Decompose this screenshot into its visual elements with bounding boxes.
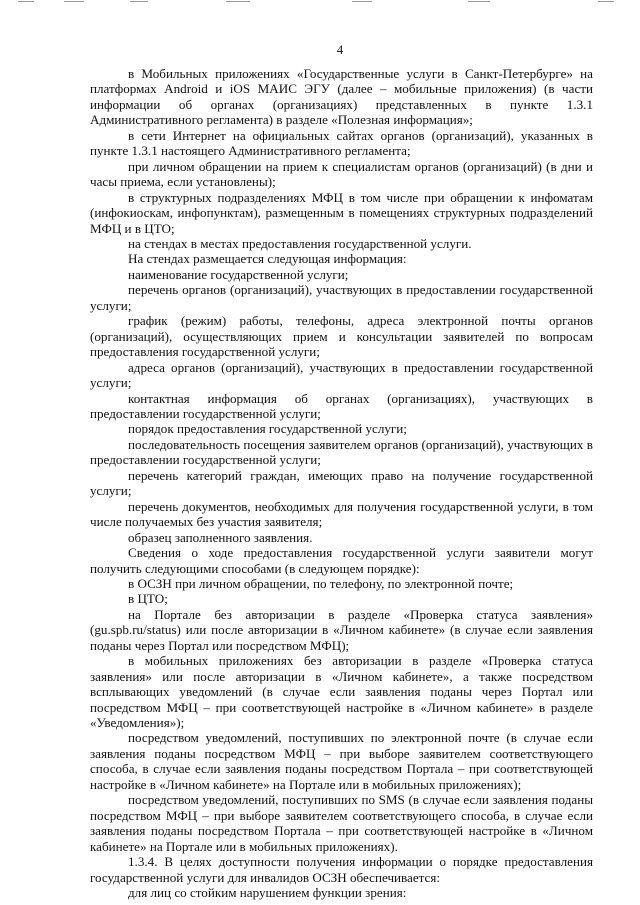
paragraph: образец заполненного заявления.	[128, 529, 313, 545]
paragraph: в структурных подразделениях МФЦ в том числе при обращении к инфоматам (инфокиоскам, инфопунктам), размещенным в помещениях структурных подразделений МФЦ и в ЦТО;	[90, 189, 593, 236]
paragraph: в сети Интернет на официальных сайтах органов (организаций), указанных в пункте 1.3.1 настоящего Административного регламента;	[90, 127, 593, 159]
paragraph: на Портале без авторизации в разделе «Проверка статуса заявления» (gu.spb.ru/status) или после авторизации в «Личном кабинете» (в случае если заявления поданы через Портал или посредством МФЦ);	[90, 606, 593, 653]
paragraph: порядок предоставления государственной услуги;	[128, 421, 407, 437]
scan-edge-marks	[0, 1, 640, 5]
paragraph: посредством уведомлений, поступивших по SMS (в случае если заявления поданы посредством МФЦ – при выборе заявителем соответствующего способа, в случае если заявления поданы посредством Портала – при соответствующей настройке в «Личном кабинете» на Портале или в мобильных приложениях).	[90, 792, 593, 854]
paragraph: адреса органов (организаций), участвующих в предоставлении государственной услуги;	[90, 359, 593, 391]
paragraph: перечень категорий граждан, имеющих право на получение государственной услуги;	[90, 467, 593, 499]
paragraph: посредством уведомлений, поступивших по электронной почте (в случае если заявления поданы посредством МФЦ – при выборе заявителем соответствующего способа, в случае если заявления поданы посредством Портала – при соответствующей настройке в «Личном кабинете» на Портале или в мобильных приложениях);	[90, 730, 593, 792]
paragraph: в мобильных приложениях без авторизации в разделе «Проверка статуса заявления» или после авторизации в «Личном кабинете», а также посредством всплывающих уведомлений (в случае если заявления поданы через Портал или посредством МФЦ – при соответствующей настройке в «Личном кабинете» в разделе «Уведомления»);	[90, 653, 593, 731]
paragraph: последовательность посещения заявителем органов (организаций), участвующих в предоставлении государственной услуги;	[90, 436, 593, 468]
paragraph: для лиц со стойким нарушением функции зрения:	[128, 885, 407, 901]
paragraph: контактная информация об органах (организациях), участвующих в предоставлении государственной услуги;	[90, 390, 593, 421]
paragraph: наименование государственной услуги;	[128, 266, 349, 282]
paragraph: график (режим) работы, телефоны, адреса электронной почты органов (организаций), осуществляющих прием и консультации заявителей по вопросам предоставления государственной услуги;	[90, 313, 593, 360]
paragraph: на стендах в местах предоставления государственной услуги.	[128, 235, 472, 251]
paragraph: На стендах размещается следующая информация:	[128, 251, 407, 267]
document-body	[90, 66, 593, 900]
paragraph: перечень органов (организаций), участвующих в предоставлении государственной услуги;	[90, 282, 593, 313]
paragraph: перечень документов, необходимых для получения государственной услуги, в том числе получаемых без участия заявителя;	[90, 498, 593, 530]
paragraph: в ЦТО;	[128, 591, 168, 607]
paragraph: в Мобильных приложениях «Государственные услуги в Санкт-Петербурге» на платформах Android и iOS МАИС ЭГУ (далее – мобильные приложения) (в части информации об органах (организациях) представленных в пункте 1.3.1 Административного регламента) в разделе «Полезная информация»;	[90, 66, 593, 128]
paragraph: в ОСЗН при личном обращении, по телефону, по электронной почте;	[128, 575, 514, 591]
paragraph: 1.3.4. В целях доступности получения информации о порядке предоставления государственной услуги для инвалидов ОСЗН обеспечивается:	[90, 854, 593, 885]
page-number: 4	[336, 42, 344, 57]
paragraph: при личном обращении на прием к специалистам органов (организаций) (в дни и часы приема, если установлены);	[90, 158, 593, 190]
paragraph: Сведения о ходе предоставления государственной услуги заявители могут получить следующими способами (в следующем порядке):	[90, 545, 593, 576]
